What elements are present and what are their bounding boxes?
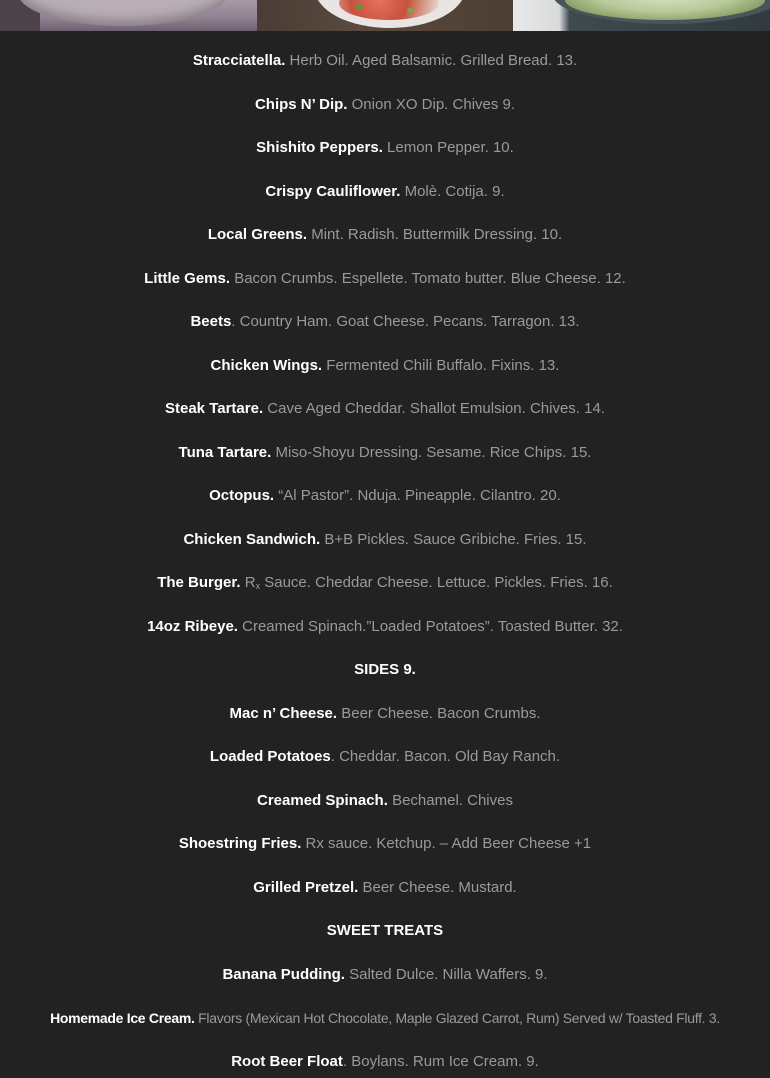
- menu-item: [0, 617, 770, 637]
- sweet-item-name: Root Beer Float: [231, 1053, 343, 1070]
- photo-1-plate: [18, 0, 228, 26]
- menu-item: [0, 312, 770, 332]
- menu-item: [0, 138, 770, 158]
- photo-dish-3: [513, 0, 770, 31]
- section-heading-sides: [0, 660, 770, 680]
- menu-item-description: Onion XO Dip. Chives 9.: [347, 96, 516, 113]
- menu-item-description: Bacon Crumbs. Espellete. Tomato butter. Blue Cheese. 12.: [230, 270, 626, 287]
- side-item: [0, 791, 770, 811]
- photo-2-herb: [407, 8, 414, 13]
- menu-item-description: B+B Pickles. Sauce Gribiche. Fries. 15.: [320, 531, 587, 548]
- menu-item: [0, 51, 770, 71]
- side-item-name: Loaded Potatoes: [209, 748, 331, 765]
- side-item-name: Mac n’ Cheese.: [229, 705, 338, 722]
- section-heading-sweets: [0, 921, 770, 941]
- menu-item-description: Mint. Radish. Buttermilk Dressing. 10.: [307, 226, 563, 243]
- menu-item-name: Steak Tartare.: [165, 400, 264, 417]
- side-item: [0, 704, 770, 724]
- menu-item: [0, 269, 770, 289]
- menu-item: [0, 182, 770, 202]
- menu-item-description-prefix: R: [240, 574, 256, 591]
- photo-dish-2: [257, 0, 513, 31]
- sweet-item: [0, 1052, 770, 1072]
- menu-item-description: Cave Aged Cheddar. Shallot Emulsion. Chives. 14.: [263, 400, 605, 417]
- side-item-description: Beer Cheese. Mustard.: [358, 879, 517, 896]
- sweet-item: [0, 1008, 770, 1028]
- menu-item-name: Shishito Peppers.: [256, 139, 383, 156]
- menu-item-description: Lemon Pepper. 10.: [382, 139, 514, 156]
- menu-item: [0, 225, 770, 245]
- menu-item-name: Stracciatella.: [192, 52, 286, 69]
- menu-item: [0, 399, 770, 419]
- menu-item: [0, 443, 770, 463]
- side-item-description: Rx sauce. Ketchup. – Add Beer Cheese +1: [301, 835, 592, 852]
- menu-item-name: The Burger.: [157, 574, 241, 591]
- side-item-description: Beer Cheese. Bacon Crumbs.: [337, 705, 541, 722]
- side-item-name: Grilled Pretzel.: [253, 879, 359, 896]
- menu-item-description: Miso-Shoyu Dressing. Sesame. Rice Chips. 15.: [271, 444, 592, 461]
- side-item: [0, 747, 770, 767]
- menu-item-description: Fermented Chili Buffalo. Fixins. 13.: [322, 357, 560, 374]
- menu-item: [0, 530, 770, 550]
- menu-item: [0, 95, 770, 115]
- side-item-description: . Cheddar. Bacon. Old Bay Ranch.: [330, 748, 561, 765]
- side-item-name: Shoestring Fries.: [178, 835, 302, 852]
- menu-item-name: Beets: [190, 313, 232, 330]
- menu-item-description: Herb Oil. Aged Balsamic. Grilled Bread. 13.: [285, 52, 578, 69]
- menu-item-name: Octopus.: [209, 487, 275, 504]
- sweet-item-name: Banana Pudding.: [222, 966, 345, 983]
- menu-item-description: Creamed Spinach.”Loaded Potatoes”. Toasted Butter. 32.: [237, 618, 623, 635]
- photo-2-herb: [355, 4, 363, 10]
- menu-item-name: Chicken Sandwich.: [183, 531, 321, 548]
- menu-item-description-subscript: x: [255, 581, 261, 591]
- menu-item-description: Molè. Cotija. 9.: [400, 183, 505, 200]
- sweet-item-description: Flavors (Mexican Hot Chocolate, Maple Glazed Carrot, Rum) Served w/ Toasted Fluff. 3.: [194, 1010, 720, 1026]
- sweet-item-description: Salted Dulce. Nilla Waffers. 9.: [344, 966, 548, 983]
- sweet-item: [0, 965, 770, 985]
- menu-item: [0, 356, 770, 376]
- menu-item-name: Crispy Cauliflower.: [265, 183, 401, 200]
- side-item-name: Creamed Spinach.: [257, 792, 388, 809]
- side-item: [0, 878, 770, 898]
- menu-item-name: 14oz Ribeye.: [147, 618, 238, 635]
- sweet-item-description: . Boylans. Rum Ice Cream. 9.: [342, 1053, 539, 1070]
- menu-item-name: Tuna Tartare.: [178, 444, 272, 461]
- menu-item-description: . Country Ham. Goat Cheese. Pecans. Tarragon. 13.: [231, 313, 580, 330]
- side-item: [0, 834, 770, 854]
- photo-strip: [0, 0, 770, 31]
- photo-dish-1: [0, 0, 257, 31]
- section-heading-text: SIDES 9.: [354, 661, 416, 678]
- menu-item-name: Little Gems.: [144, 270, 231, 287]
- menu-item: [0, 573, 770, 596]
- section-heading-text: SWEET TREATS: [326, 922, 444, 939]
- menu-item-description: “Al Pastor”. Nduja. Pineapple. Cilantro. 20.: [274, 487, 561, 504]
- menu-item-name: Chips N’ Dip.: [254, 96, 348, 113]
- menu-item-description: Sauce. Cheddar Cheese. Lettuce. Pickles. Fries. 16.: [260, 574, 613, 591]
- side-item-description: Bechamel. Chives: [387, 792, 513, 809]
- sweet-item-name: Homemade Ice Cream.: [50, 1010, 195, 1026]
- menu-item-name: Chicken Wings.: [210, 357, 323, 374]
- menu-item: [0, 486, 770, 506]
- menu-item-name: Local Greens.: [207, 226, 308, 243]
